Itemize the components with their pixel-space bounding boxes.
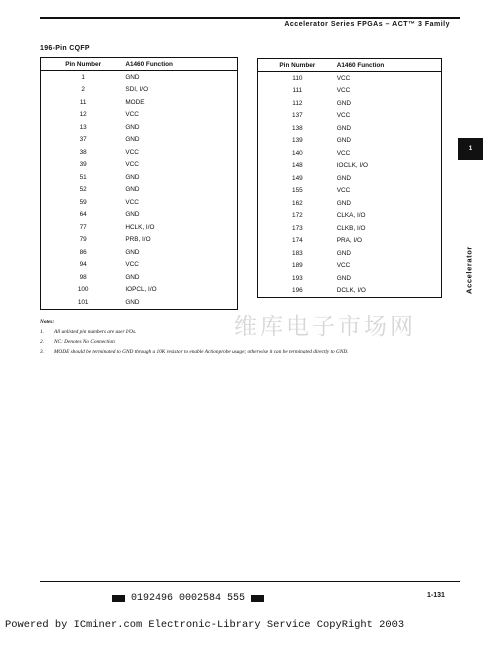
pin-number-cell: 77	[79, 223, 87, 231]
table-row	[258, 135, 442, 148]
barcode-text: 0192496 0002584 555	[131, 593, 246, 604]
table-row	[258, 160, 442, 173]
table-row	[258, 285, 442, 298]
powered-by-text: Powered by ICminer.com Electronic-Library Service CopyRight 2003	[5, 619, 405, 631]
table-row	[258, 210, 442, 223]
table-row	[258, 97, 442, 110]
pin-table-left	[40, 57, 238, 310]
pin-number-cell: 196	[292, 287, 303, 295]
pin-number-cell: 64	[79, 211, 87, 219]
pin-function-cell: GND	[336, 174, 351, 182]
barcode-mark-right	[251, 595, 264, 602]
pin-number-cell: 193	[292, 274, 303, 282]
table-row	[41, 271, 238, 284]
column-header-pin-number: Pin Number	[258, 59, 337, 72]
pin-function-cell: GND	[125, 136, 140, 144]
pin-function-cell: VCC	[336, 87, 351, 95]
pin-number-cell: 137	[292, 112, 303, 120]
pin-number-cell: 38	[79, 148, 87, 156]
pin-number-cell: 162	[292, 199, 303, 207]
table-row	[41, 84, 238, 97]
table-row	[41, 134, 238, 147]
pin-number-cell: 183	[292, 249, 303, 257]
pin-number-cell: 94	[79, 261, 87, 269]
pin-number-cell: 138	[292, 124, 303, 132]
note-text: MODE should be terminated to GND through a 10K resistor to enable Actionprobe usage; otherwise it can be terminated directly to GND.	[54, 349, 349, 355]
table-row	[258, 185, 442, 198]
header-rule	[40, 17, 460, 19]
pin-function-cell: VCC	[336, 149, 351, 157]
table-row	[41, 196, 238, 209]
pin-function-cell: GND	[336, 99, 351, 107]
pin-function-cell: VCC	[336, 74, 351, 82]
pin-function-cell: GND	[125, 123, 140, 131]
table-row	[258, 222, 442, 235]
table-header-row	[41, 58, 238, 71]
pin-function-cell: HCLK, I/O	[125, 223, 155, 231]
page-number: 1-131	[427, 592, 445, 599]
watermark: 维库电子市场网	[234, 313, 416, 339]
pin-function-cell: GND	[125, 273, 140, 281]
pin-number-cell: 172	[292, 212, 303, 220]
pin-function-cell: PRA, I/O	[336, 237, 362, 245]
pin-function-cell: VCC	[336, 112, 351, 120]
pin-number-cell: 100	[77, 286, 89, 294]
pin-number-cell: 174	[292, 237, 303, 245]
pin-number-cell: 173	[292, 224, 303, 232]
table-row	[258, 122, 442, 135]
section-tab-label: 1	[468, 146, 473, 152]
pin-number-cell: 110	[292, 74, 303, 82]
pin-number-cell: 140	[292, 149, 303, 157]
pin-number-cell: 112	[292, 99, 303, 107]
table-row	[41, 221, 238, 234]
table-row	[41, 71, 238, 84]
table-row	[41, 259, 238, 272]
table-row	[258, 260, 442, 273]
pin-function-cell: IOCLK, I/O	[336, 162, 368, 170]
table-header-row	[258, 59, 442, 72]
pin-function-cell: GND	[336, 199, 351, 207]
pin-function-cell: CLKB, I/O	[336, 224, 366, 232]
table-row	[41, 184, 238, 197]
table-row	[41, 171, 238, 184]
section-tab-marker	[458, 138, 483, 160]
table-row	[41, 146, 238, 159]
pin-function-cell: GND	[125, 298, 140, 306]
table-row	[258, 110, 442, 123]
side-label-text: Accelerator	[464, 246, 474, 294]
column-header-pin-number: Pin Number	[41, 58, 126, 71]
note-number: 3.	[40, 349, 44, 355]
pin-function-cell: GND	[336, 137, 351, 145]
pin-function-cell: VCC	[336, 262, 351, 270]
pin-function-cell: GND	[336, 274, 351, 282]
table-row	[258, 72, 442, 85]
table-row	[41, 296, 238, 309]
barcode-mark-left	[112, 595, 125, 602]
pin-function-cell: GND	[125, 248, 140, 256]
footer-rule	[40, 581, 460, 582]
table-row	[258, 85, 442, 98]
pin-function-cell: PRB, I/O	[125, 236, 151, 244]
pin-number-cell: 51	[79, 173, 87, 181]
pin-number-cell: 39	[79, 161, 87, 169]
pin-function-cell: DCLK, I/O	[336, 287, 366, 295]
note-number: 1.	[40, 329, 44, 335]
table-row	[258, 272, 442, 285]
table-row	[41, 284, 238, 297]
pin-number-cell: 52	[79, 186, 87, 194]
pin-function-cell: VCC	[125, 111, 139, 119]
pin-function-cell: GND	[336, 124, 351, 132]
pin-number-cell: 79	[79, 236, 87, 244]
table-row	[258, 147, 442, 160]
pin-number-cell: 155	[292, 187, 303, 195]
pin-number-cell: 11	[79, 98, 87, 106]
pin-function-cell: IOPCL, I/O	[125, 286, 157, 294]
pin-function-cell: GND	[125, 186, 140, 194]
table-row	[41, 109, 238, 122]
pin-function-cell: VCC	[125, 148, 139, 156]
table-row	[41, 96, 238, 109]
note-text: All unlisted pin numbers are user I/Os.	[54, 329, 137, 335]
table-row	[41, 209, 238, 222]
pin-function-cell: GND	[125, 73, 140, 81]
pin-number-cell: 98	[79, 273, 87, 281]
note-number: 2.	[40, 339, 44, 345]
pin-number-cell: 13	[79, 123, 87, 131]
table-row	[258, 235, 442, 248]
pin-function-cell: VCC	[125, 161, 139, 169]
column-header-function: A1460 Function	[125, 58, 237, 71]
pin-function-cell: SDI, I/O	[125, 86, 149, 94]
pin-function-cell: GND	[125, 173, 140, 181]
note-item	[40, 347, 460, 357]
pin-number-cell: 111	[292, 87, 303, 95]
note-text: NC: Denotes No Connection	[54, 339, 115, 345]
table-row	[258, 197, 442, 210]
table-row	[41, 246, 238, 259]
side-label	[462, 238, 476, 302]
pin-number-cell: 12	[79, 111, 87, 119]
pin-function-cell: VCC	[336, 187, 351, 195]
pin-number-cell: 149	[292, 174, 303, 182]
pin-number-cell: 139	[292, 137, 303, 145]
notes-heading: Notes:	[40, 319, 55, 325]
pin-number-cell: 1	[81, 73, 85, 81]
table-row	[41, 159, 238, 172]
pin-number-cell: 148	[292, 162, 303, 170]
pin-function-cell: VCC	[125, 261, 139, 269]
barcode	[112, 593, 264, 604]
pin-number-cell: 59	[79, 198, 87, 206]
pin-function-cell: CLKA, I/O	[336, 212, 366, 220]
table-row	[258, 172, 442, 185]
section-title: 196-Pin CQFP	[40, 45, 90, 52]
pin-function-cell: GND	[336, 249, 351, 257]
header-title: Accelerator Series FPGAs – ACT™ 3 Family	[284, 21, 450, 28]
table-row	[41, 121, 238, 134]
pin-number-cell: 2	[81, 86, 85, 94]
pin-number-cell: 189	[292, 262, 303, 270]
pin-number-cell: 86	[79, 248, 87, 256]
pin-function-cell: VCC	[125, 198, 139, 206]
table-row	[41, 234, 238, 247]
pin-number-cell: 101	[77, 298, 89, 306]
pin-number-cell: 37	[79, 136, 87, 144]
pin-function-cell: MODE	[125, 98, 145, 106]
pin-function-cell: GND	[125, 211, 140, 219]
column-header-function: A1460 Function	[337, 59, 442, 72]
table-row	[258, 247, 442, 260]
pin-table-right	[257, 58, 442, 298]
